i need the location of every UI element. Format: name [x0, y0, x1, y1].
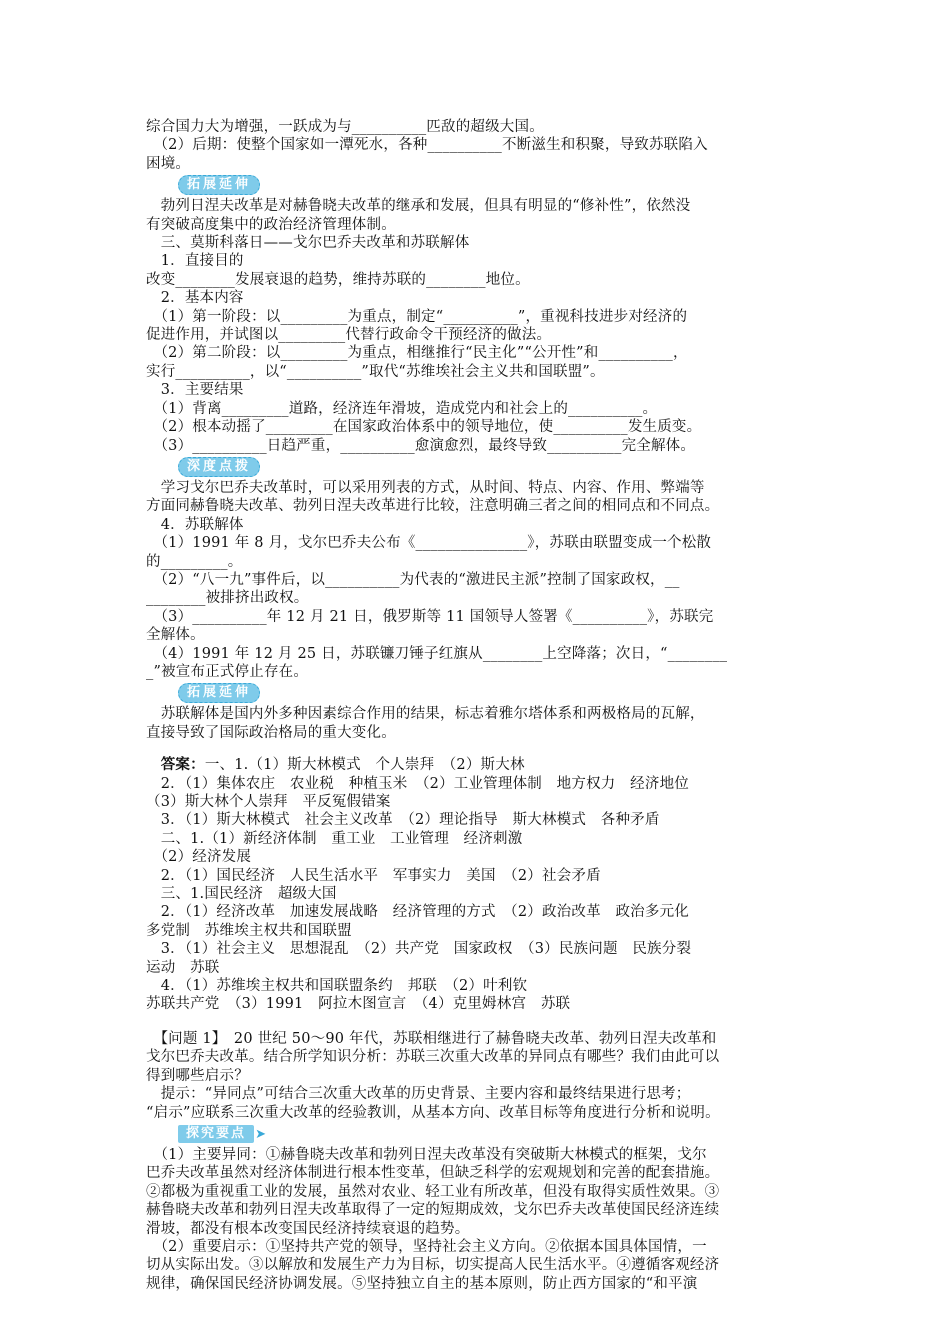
text-line: 1．直接目的 — [146, 253, 244, 270]
text-line: （2）后期：使整个国家如一潭死水，各种__________不断滋生和积聚，导致苏联陷入 — [146, 137, 708, 154]
text-line: （3）__________日趋严重，__________愈演愈烈，最终导致__________完全解体。 — [146, 437, 696, 454]
answer-line: 2．（1）经济改革 加速发展战略 经济管理的方式 （2）政治改革 政治多元化 — [146, 904, 689, 921]
text-line: （2）第二阶段：以_________为重点，相继推行“民主化”“公开性”和__________， — [146, 345, 688, 362]
answer-line: 3．（1）社会主义 思想混乱 （2）共产党 国家政权 （3）民族问题 民族分裂 — [146, 941, 692, 958]
badge-deep-row — [146, 455, 816, 479]
text-line: _”被宣布正式停止存在。 — [146, 663, 309, 680]
text-line: 直接导致了国际政治格局的重大变化。 — [146, 724, 396, 741]
text-line: 4．苏联解体 — [146, 516, 244, 533]
answer-line: （2）经济发展 — [146, 849, 252, 866]
answer-text: 一、1.（1）斯大林模式 个人崇拜 （2）斯大林 — [204, 757, 525, 774]
badge-extend-row-2 — [146, 681, 816, 705]
text-line: （1）背离_________道路，经济连年滑坡，造成党内和社会上的__________。 — [146, 400, 658, 417]
text-line: （1）1991 年 8 月，戈尔巴乔夫公布《_______________》，苏联由联盟变成一个松散 — [146, 535, 712, 552]
text-line: 2．基本内容 — [146, 290, 244, 307]
text-line: （2）根本动摇了_________在国家政治体系中的领导地位，使__________发生质变。 — [146, 419, 702, 436]
badge-explore-row — [146, 1122, 816, 1146]
explore-line: （2）重要启示：①坚持共产党的领导，坚持社会主义方向。②依据本国具体国情，一 — [146, 1238, 707, 1255]
pointer-icon: ➤ — [255, 1126, 269, 1142]
text-line: ________被排挤出政权。 — [146, 590, 309, 607]
hint-line: “启示”应联系三次重大改革的经验教训，从基本方向、改革目标等角度进行分析和说明。 — [146, 1104, 720, 1121]
explore-line: ②都极为重视重工业的发展，虽然对农业、轻工业有所改革，但没有取得实质性效果。③ — [146, 1183, 720, 1200]
explore-line: 切从实际出发。③以解放和发展生产力为目标，切实提高人民生活水平。④遵循客观经济 — [146, 1257, 720, 1274]
text-line: （2）“八一九”事件后，以__________为代表的“激进民主派”控制了国家政权，__ — [146, 571, 680, 588]
text-line: （1）第一阶段：以_________为重点，制定“__________”，重视科技进步对经济的 — [146, 308, 688, 325]
badge-extend-row — [146, 173, 816, 197]
text-line: 的_________。 — [146, 553, 243, 570]
answer-line: 三、1.国民经济 超级大国 — [146, 886, 337, 903]
answer-label: 答案： — [160, 756, 205, 774]
text-line: 全解体。 — [146, 627, 205, 644]
section-heading: 三、莫斯科落日——戈尔巴乔夫改革和苏联解体 — [146, 235, 470, 252]
section-gorbachev — [146, 197, 816, 455]
answer-line: 二、1.（1）新经济体制 重工业 工业管理 经济刺激 — [146, 830, 523, 847]
explore-line: 巴乔夫改革虽然对经济体制进行根本性变革，但缺乏科学的宏观规划和完善的配套措施。 — [146, 1165, 720, 1182]
text-line: 学习戈尔巴乔夫改革时，可以采用列表的方式，从时间、特点、内容、作用、弊端等 — [146, 479, 705, 496]
section-dissolution — [146, 479, 816, 681]
explore-badge-label: 探究要点 — [186, 1125, 247, 1141]
text-line: （4）1991 年 12 月 25 日，苏联镰刀锤子红旗从________上空降落；次日，“________ — [146, 645, 728, 662]
document-content — [146, 118, 816, 1293]
text-line: 有突破高度集中的政治经济管理体制。 — [146, 216, 396, 233]
deep-badge: 深度点拨 — [178, 457, 260, 477]
answer-line: 运动 苏联 — [146, 959, 220, 976]
question-line: 得到哪些启示？ — [146, 1067, 249, 1084]
answer-line: （3）斯大林个人崇拜 平反冤假错案 — [146, 794, 391, 810]
answer-line: 2．（1）国民经济 人民生活水平 军事实力 美国 （2）社会矛盾 — [146, 867, 601, 884]
extend-badge: 拓展延伸 — [178, 683, 260, 703]
explore-badge — [178, 1125, 269, 1143]
explore-block — [146, 1146, 816, 1293]
explore-line: 滑坡，都没有根本改变国民经济持续衰退的趋势。 — [146, 1220, 470, 1237]
text-line: 困境。 — [146, 155, 191, 172]
text-line: 改变________发展衰退的趋势，维持苏联的________地位。 — [146, 271, 530, 288]
answer-line: 苏联共产党 （3）1991 阿拉木图宣言 （4）克里姆林宫 苏联 — [146, 996, 571, 1013]
spacer — [146, 1014, 816, 1030]
question-block — [146, 1030, 816, 1122]
explore-line: 规律，确保国民经济协调发展。⑤坚持独立自主的基本原则，防止西方国家的“和平演 — [146, 1275, 698, 1292]
answer-line: 2．（1）集体农庄 农业税 种植玉米 （2）工业管理体制 地方权力 经济地位 — [146, 775, 689, 792]
text-line: （3）__________年 12 月 21 日，俄罗斯等 11 国领导人签署《__________》，苏联完 — [146, 608, 714, 625]
text-line: 实行__________，以“__________”取代“苏维埃社会主义共和国联盟”。 — [146, 363, 605, 380]
text-line: 方面同赫鲁晓夫改革、勃列日涅夫改革进行比较，注意明确三者之间的相同点和不同点。 — [146, 498, 720, 515]
answer-line: 4．（1）苏维埃主权共和国联盟条约 邦联 （2）叶利钦 — [146, 978, 528, 995]
text-line: 苏联解体是国内外多种因素综合作用的结果，标志着雅尔塔体系和两极格局的瓦解， — [146, 706, 705, 723]
spacer — [146, 742, 816, 756]
text-line: 3．主要结果 — [146, 382, 244, 399]
hint-line: 提示：“异同点”可结合三次重大改革的历史背景、主要内容和最终结果进行思考； — [146, 1086, 691, 1103]
explore-line: 赫鲁晓夫改革和勃列日涅夫改革取得了一定的短期成效，戈尔巴乔夫改革使国民经济连续 — [146, 1202, 720, 1219]
text-line: 促进作用，并试图以_________代替行政命令干预经济的做法。 — [146, 327, 552, 344]
text-line: 综合国力大为增强，一跃成为与__________匹敌的超级大国。 — [146, 119, 544, 135]
section-late-period — [146, 118, 816, 173]
answer-first-line — [146, 756, 816, 774]
answers-block — [146, 756, 816, 1014]
extend-badge: 拓展延伸 — [178, 175, 260, 195]
answer-line: 多党制 苏维埃主权共和国联盟 — [146, 922, 352, 939]
section-dissolution-note — [146, 705, 816, 742]
answer-line: 3．（1）斯大林模式 社会主义改革 （2）理论指导 斯大林模式 各种矛盾 — [146, 812, 660, 829]
explore-line: （1）主要异同：①赫鲁晓夫改革和勃列日涅夫改革没有突破斯大林模式的框架，戈尔 — [146, 1146, 707, 1163]
question-line: 【问题 1】 20 世纪 50～90 年代，苏联相继进行了赫鲁晓夫改革、勃列日涅夫改革和 — [146, 1030, 717, 1047]
question-line: 戈尔巴乔夫改革。结合所学知识分析：苏联三次重大改革的异同点有哪些？我们由此可以 — [146, 1049, 720, 1066]
text-line: 勃列日涅夫改革是对赫鲁晓夫改革的继承和发展，但具有明显的“修补性”，依然没 — [146, 198, 691, 215]
